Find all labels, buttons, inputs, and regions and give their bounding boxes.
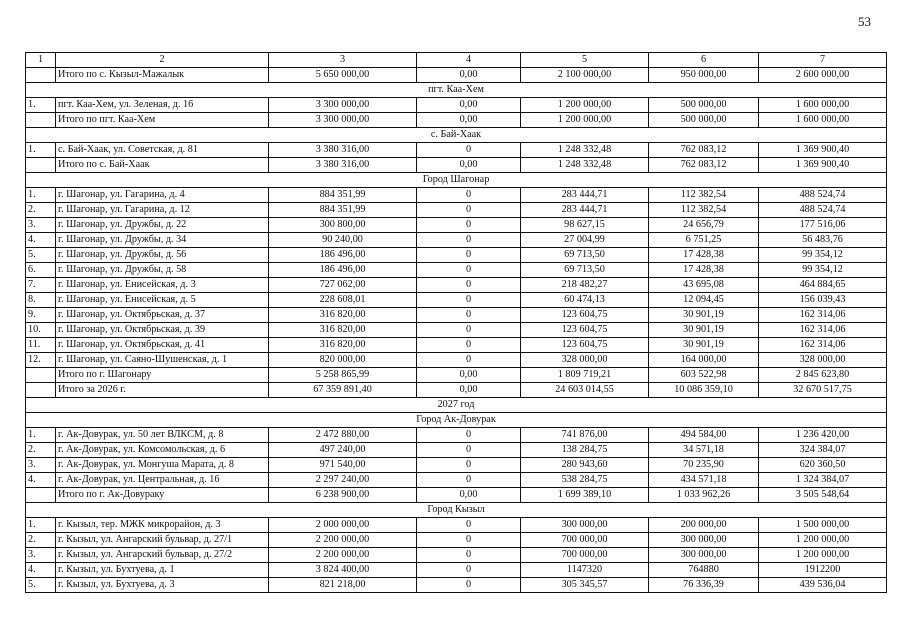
col6-cell: 10 086 359,10 [649, 383, 759, 398]
section-title: Город Шагонар [26, 173, 887, 188]
total-cost-cell: 3 380 316,00 [269, 158, 417, 173]
col4-cell: 0,00 [417, 488, 521, 503]
col4-cell: 0,00 [417, 98, 521, 113]
col4-cell: 0 [417, 248, 521, 263]
table-row [26, 293, 887, 308]
address-cell: г. Шагонар, ул. Октябрьская, д. 39 [56, 323, 269, 338]
table-row [26, 143, 887, 158]
col7-cell: 3 505 548,64 [759, 488, 887, 503]
col7-cell: 1 500 000,00 [759, 518, 887, 533]
col6-cell: 12 094,45 [649, 293, 759, 308]
col4-cell: 0 [417, 533, 521, 548]
total-cost-cell: 186 496,00 [269, 248, 417, 263]
address-cell: Итого по с. Бай-Хаак [56, 158, 269, 173]
col4-cell: 0 [417, 473, 521, 488]
col7-cell: 2 845 623,80 [759, 368, 887, 383]
col7-cell: 1 600 000,00 [759, 98, 887, 113]
total-cost-cell: 2 472 880,00 [269, 428, 417, 443]
section-title: Город Кызыл [26, 503, 887, 518]
table-row [26, 248, 887, 263]
col4-cell: 0 [417, 323, 521, 338]
total-cost-cell: 884 351,99 [269, 188, 417, 203]
col5-cell: 1 699 389,10 [521, 488, 649, 503]
section-header-row [26, 128, 887, 143]
col6-cell: 1 033 962,26 [649, 488, 759, 503]
col7-cell: 324 384,07 [759, 443, 887, 458]
row-number: 3. [26, 458, 56, 473]
section-header-row [26, 413, 887, 428]
table-row [26, 368, 887, 383]
table-row [26, 533, 887, 548]
col7-cell: 162 314,06 [759, 308, 887, 323]
col5-cell: 138 284,75 [521, 443, 649, 458]
row-number: 9. [26, 308, 56, 323]
section-header-row [26, 173, 887, 188]
col6-cell: 76 336,39 [649, 578, 759, 593]
address-cell: г. Ак-Довурак, ул. Центральная, д. 16 [56, 473, 269, 488]
row-number: 2. [26, 203, 56, 218]
address-cell: г. Ак-Довурак, ул. Комсомольская, д. 6 [56, 443, 269, 458]
section-title: 2027 год [26, 398, 887, 413]
table-row [26, 233, 887, 248]
column-number: 6 [649, 53, 759, 68]
col5-cell: 24 603 014,55 [521, 383, 649, 398]
col7-cell: 1 600 000,00 [759, 113, 887, 128]
table-row [26, 203, 887, 218]
total-cost-cell: 821 218,00 [269, 578, 417, 593]
address-cell: Итого по г. Ак-Довураку [56, 488, 269, 503]
table-row [26, 308, 887, 323]
col6-cell: 764880 [649, 563, 759, 578]
address-cell: г. Кызыл, тер. МЖК микрорайон, д. 3 [56, 518, 269, 533]
col7-cell: 162 314,06 [759, 338, 887, 353]
col4-cell: 0 [417, 338, 521, 353]
col5-cell: 98 627,15 [521, 218, 649, 233]
col5-cell: 218 482,27 [521, 278, 649, 293]
col4-cell: 0 [417, 563, 521, 578]
address-cell: Итого по г. Шагонару [56, 368, 269, 383]
table-row [26, 473, 887, 488]
address-cell: Итого по пгт. Каа-Хем [56, 113, 269, 128]
col6-cell: 300 000,00 [649, 533, 759, 548]
address-cell: Итого по с. Кызыл-Мажалык [56, 68, 269, 83]
table-row [26, 68, 887, 83]
row-number: 10. [26, 323, 56, 338]
col7-cell: 488 524,74 [759, 188, 887, 203]
col6-cell: 200 000,00 [649, 518, 759, 533]
col5-cell: 280 943,60 [521, 458, 649, 473]
col6-cell: 434 571,18 [649, 473, 759, 488]
col5-cell: 1147320 [521, 563, 649, 578]
col5-cell: 300 000,00 [521, 518, 649, 533]
row-number: 7. [26, 278, 56, 293]
row-number [26, 488, 56, 503]
col5-cell: 2 100 000,00 [521, 68, 649, 83]
col4-cell: 0 [417, 458, 521, 473]
section-title: Город Ак-Довурак [26, 413, 887, 428]
row-number: 2. [26, 533, 56, 548]
col7-cell: 99 354,12 [759, 263, 887, 278]
address-cell: г. Шагонар, ул. Енисейская, д. 5 [56, 293, 269, 308]
table-row [26, 518, 887, 533]
col4-cell: 0,00 [417, 158, 521, 173]
col4-cell: 0 [417, 548, 521, 563]
address-cell: с. Бай-Хаак, ул. Советская, д. 81 [56, 143, 269, 158]
row-number: 5. [26, 248, 56, 263]
total-cost-cell: 67 359 891,40 [269, 383, 417, 398]
row-number: 2. [26, 443, 56, 458]
col7-cell: 56 483,76 [759, 233, 887, 248]
col6-cell: 17 428,38 [649, 248, 759, 263]
table-row [26, 548, 887, 563]
total-cost-cell: 3 300 000,00 [269, 98, 417, 113]
total-cost-cell: 316 820,00 [269, 338, 417, 353]
col5-cell: 27 004,99 [521, 233, 649, 248]
total-cost-cell: 5 258 865,99 [269, 368, 417, 383]
total-cost-cell: 2 297 240,00 [269, 473, 417, 488]
col4-cell: 0,00 [417, 68, 521, 83]
row-number: 11. [26, 338, 56, 353]
row-number [26, 113, 56, 128]
address-cell: Итого за 2026 г. [56, 383, 269, 398]
col6-cell: 6 751,25 [649, 233, 759, 248]
row-number: 1. [26, 518, 56, 533]
table-row [26, 158, 887, 173]
table-row [26, 443, 887, 458]
row-number: 12. [26, 353, 56, 368]
col6-cell: 164 000,00 [649, 353, 759, 368]
col5-cell: 1 200 000,00 [521, 113, 649, 128]
section-header-row [26, 503, 887, 518]
total-cost-cell: 3 824 400,00 [269, 563, 417, 578]
row-number: 3. [26, 548, 56, 563]
total-cost-cell: 820 000,00 [269, 353, 417, 368]
col5-cell: 123 604,75 [521, 338, 649, 353]
col4-cell: 0 [417, 308, 521, 323]
col6-cell: 500 000,00 [649, 113, 759, 128]
address-cell: г. Шагонар, ул. Саяно-Шушенская, д. 1 [56, 353, 269, 368]
total-cost-cell: 316 820,00 [269, 323, 417, 338]
col5-cell: 1 248 332,48 [521, 143, 649, 158]
col6-cell: 112 382,54 [649, 188, 759, 203]
col7-cell: 1 369 900,40 [759, 158, 887, 173]
col7-cell: 439 536,04 [759, 578, 887, 593]
col4-cell: 0 [417, 293, 521, 308]
col4-cell: 0 [417, 263, 521, 278]
col5-cell: 1 809 719,21 [521, 368, 649, 383]
col4-cell: 0 [417, 428, 521, 443]
row-number: 4. [26, 233, 56, 248]
total-cost-cell: 316 820,00 [269, 308, 417, 323]
row-number [26, 68, 56, 83]
col7-cell: 162 314,06 [759, 323, 887, 338]
table-row [26, 218, 887, 233]
col4-cell: 0 [417, 518, 521, 533]
col7-cell: 328 000,00 [759, 353, 887, 368]
column-number: 3 [269, 53, 417, 68]
section-title: с. Бай-Хаак [26, 128, 887, 143]
col6-cell: 30 901,19 [649, 308, 759, 323]
column-number: 1 [26, 53, 56, 68]
col4-cell: 0 [417, 233, 521, 248]
section-title: пгт. Каа-Хем [26, 83, 887, 98]
col5-cell: 700 000,00 [521, 533, 649, 548]
table-row [26, 323, 887, 338]
col5-cell: 305 345,57 [521, 578, 649, 593]
col5-cell: 700 000,00 [521, 548, 649, 563]
table-row [26, 263, 887, 278]
col5-cell: 69 713,50 [521, 263, 649, 278]
col5-cell: 69 713,50 [521, 248, 649, 263]
row-number: 1. [26, 428, 56, 443]
col5-cell: 1 248 332,48 [521, 158, 649, 173]
housing-program-table [25, 52, 887, 593]
address-cell: г. Ак-Довурак, ул. 50 лет ВЛКСМ, д. 8 [56, 428, 269, 443]
col7-cell: 1 200 000,00 [759, 533, 887, 548]
col4-cell: 0 [417, 353, 521, 368]
table-row [26, 98, 887, 113]
col7-cell: 32 670 517,75 [759, 383, 887, 398]
col4-cell: 0 [417, 188, 521, 203]
column-number: 2 [56, 53, 269, 68]
table-row [26, 278, 887, 293]
total-cost-cell: 884 351,99 [269, 203, 417, 218]
total-cost-cell: 3 380 316,00 [269, 143, 417, 158]
col6-cell: 17 428,38 [649, 263, 759, 278]
total-cost-cell: 90 240,00 [269, 233, 417, 248]
row-number [26, 368, 56, 383]
address-cell: г. Шагонар, ул. Енисейская, д. 3 [56, 278, 269, 293]
col6-cell: 494 584,00 [649, 428, 759, 443]
row-number: 1. [26, 143, 56, 158]
section-header-row [26, 83, 887, 98]
col4-cell: 0 [417, 443, 521, 458]
col7-cell: 1 369 900,40 [759, 143, 887, 158]
col5-cell: 123 604,75 [521, 323, 649, 338]
col7-cell: 177 516,06 [759, 218, 887, 233]
address-cell: г. Кызыл, ул. Ангарский бульвар, д. 27/2 [56, 548, 269, 563]
col5-cell: 1 200 000,00 [521, 98, 649, 113]
row-number: 8. [26, 293, 56, 308]
table-row [26, 563, 887, 578]
col4-cell: 0 [417, 278, 521, 293]
address-cell: г. Кызыл, ул. Бухтуева, д. 3 [56, 578, 269, 593]
address-cell: г. Шагонар, ул. Дружбы, д. 56 [56, 248, 269, 263]
col6-cell: 34 571,18 [649, 443, 759, 458]
col7-cell: 488 524,74 [759, 203, 887, 218]
page-number: 53 [858, 14, 871, 29]
total-cost-cell: 186 496,00 [269, 263, 417, 278]
col6-cell: 30 901,19 [649, 323, 759, 338]
table-row [26, 458, 887, 473]
col7-cell: 1 324 384,07 [759, 473, 887, 488]
address-cell: г. Шагонар, ул. Дружбы, д. 22 [56, 218, 269, 233]
col6-cell: 24 656,79 [649, 218, 759, 233]
col4-cell: 0 [417, 203, 521, 218]
col6-cell: 950 000,00 [649, 68, 759, 83]
row-number: 4. [26, 563, 56, 578]
col7-cell: 620 360,50 [759, 458, 887, 473]
total-cost-cell: 3 300 000,00 [269, 113, 417, 128]
row-number: 3. [26, 218, 56, 233]
table-body [26, 53, 887, 593]
total-cost-cell: 971 540,00 [269, 458, 417, 473]
column-number-row [26, 53, 887, 68]
col7-cell: 2 600 000,00 [759, 68, 887, 83]
col7-cell: 99 354,12 [759, 248, 887, 263]
col4-cell: 0,00 [417, 383, 521, 398]
address-cell: г. Шагонар, ул. Октябрьская, д. 37 [56, 308, 269, 323]
total-cost-cell: 497 240,00 [269, 443, 417, 458]
table-row [26, 578, 887, 593]
col4-cell: 0,00 [417, 113, 521, 128]
col6-cell: 762 083,12 [649, 158, 759, 173]
col4-cell: 0,00 [417, 368, 521, 383]
col5-cell: 283 444,71 [521, 203, 649, 218]
col7-cell: 1912200 [759, 563, 887, 578]
col5-cell: 283 444,71 [521, 188, 649, 203]
total-cost-cell: 2 200 000,00 [269, 548, 417, 563]
table-row [26, 488, 887, 503]
column-number: 5 [521, 53, 649, 68]
table-row [26, 188, 887, 203]
col6-cell: 43 695,08 [649, 278, 759, 293]
total-cost-cell: 5 650 000,00 [269, 68, 417, 83]
row-number [26, 383, 56, 398]
col6-cell: 70 235,90 [649, 458, 759, 473]
address-cell: г. Кызыл, ул. Бухтуева, д. 1 [56, 563, 269, 578]
col7-cell: 1 200 000,00 [759, 548, 887, 563]
table-row [26, 113, 887, 128]
row-number: 5. [26, 578, 56, 593]
address-cell: г. Шагонар, ул. Гагарина, д. 12 [56, 203, 269, 218]
col6-cell: 500 000,00 [649, 98, 759, 113]
section-header-row [26, 398, 887, 413]
col5-cell: 741 876,00 [521, 428, 649, 443]
total-cost-cell: 6 238 900,00 [269, 488, 417, 503]
address-cell: г. Шагонар, ул. Дружбы, д. 34 [56, 233, 269, 248]
col4-cell: 0 [417, 218, 521, 233]
col6-cell: 30 901,19 [649, 338, 759, 353]
col7-cell: 464 884,65 [759, 278, 887, 293]
col6-cell: 762 083,12 [649, 143, 759, 158]
col7-cell: 1 236 420,00 [759, 428, 887, 443]
row-number: 6. [26, 263, 56, 278]
row-number: 1. [26, 98, 56, 113]
row-number: 4. [26, 473, 56, 488]
col5-cell: 60 474,13 [521, 293, 649, 308]
col6-cell: 300 000,00 [649, 548, 759, 563]
address-cell: пгт. Каа-Хем, ул. Зеленая, д. 16 [56, 98, 269, 113]
total-cost-cell: 727 062,00 [269, 278, 417, 293]
address-cell: г. Кызыл, ул. Ангарский бульвар, д. 27/1 [56, 533, 269, 548]
table-row [26, 338, 887, 353]
row-number [26, 158, 56, 173]
col4-cell: 0 [417, 578, 521, 593]
address-cell: г. Ак-Довурак, ул. Монгуша Марата, д. 8 [56, 458, 269, 473]
total-cost-cell: 300 800,00 [269, 218, 417, 233]
address-cell: г. Шагонар, ул. Гагарина, д. 4 [56, 188, 269, 203]
table-row [26, 353, 887, 368]
col6-cell: 112 382,54 [649, 203, 759, 218]
address-cell: г. Шагонар, ул. Октябрьская, д. 41 [56, 338, 269, 353]
total-cost-cell: 228 608,01 [269, 293, 417, 308]
table-row [26, 383, 887, 398]
col7-cell: 156 039,43 [759, 293, 887, 308]
address-cell: г. Шагонар, ул. Дружбы, д. 58 [56, 263, 269, 278]
col5-cell: 123 604,75 [521, 308, 649, 323]
col6-cell: 603 522,98 [649, 368, 759, 383]
row-number: 1. [26, 188, 56, 203]
col5-cell: 538 284,75 [521, 473, 649, 488]
table-row [26, 428, 887, 443]
total-cost-cell: 2 000 000,00 [269, 518, 417, 533]
col5-cell: 328 000,00 [521, 353, 649, 368]
column-number: 7 [759, 53, 887, 68]
column-number: 4 [417, 53, 521, 68]
total-cost-cell: 2 200 000,00 [269, 533, 417, 548]
col4-cell: 0 [417, 143, 521, 158]
